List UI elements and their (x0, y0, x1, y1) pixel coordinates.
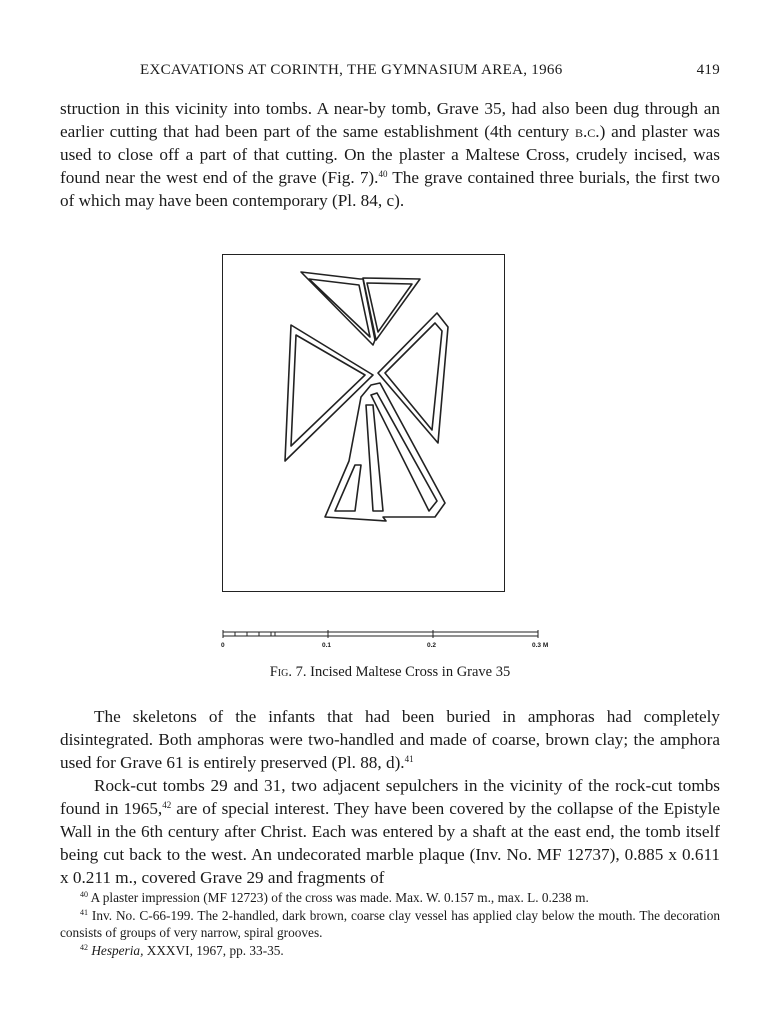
scale-label-0-1: 0.1 (322, 642, 332, 649)
paragraph-text: are of special interest. They have been covered by the collapse of the Epistyle Wall in the 6th century after Christ. Each was entered by a shaft at the east end, the tomb itself being cut back to the west. An undecorated marble plaque (Inv. No. MF 12737), 0.885 x 0.611 x 0.211 m., covered Grave 29 and fragments of (60, 799, 720, 887)
incised-cross-drawing (223, 255, 504, 591)
cross-arm-left (285, 325, 373, 461)
paragraph-rock-cut-tombs (60, 774, 720, 889)
footnote-number: 42 (80, 942, 88, 952)
cross-arm-top-right (363, 278, 420, 340)
running-title: EXCAVATIONS AT CORINTH, THE GYMNASIUM AREA, 1966 (140, 62, 563, 78)
paragraph-text: The skeletons of the infants that had been buried in amphoras had completely disintegrated. Both amphoras were two-handled and made of coarse, brown clay; the amphora used for Grave 61 is entirely preserved (Pl. 88, d). (60, 707, 720, 772)
footnote-text: Inv. No. C-66-199. The 2-handled, dark brown, coarse clay vessel has applied clay below the mouth. The decoration consists of groups of very narrow, spiral grooves. (60, 907, 720, 940)
footnote-ref-42[interactable]: 42 (162, 800, 172, 810)
cross-arm-right (378, 313, 448, 443)
scale-label-0-3: 0.3 M (532, 642, 549, 649)
paragraph-text: ) and plaster was used to close off a part of that cutting. On the plaster a Maltese Cross, crudely incised, was found near the west end of the grave (Fig. 7). (60, 122, 720, 187)
footnotes (60, 889, 720, 959)
figure-maltese-cross (222, 254, 505, 592)
paragraphs-lower (60, 705, 720, 889)
figure-caption (0, 664, 780, 681)
paragraph-text: struction in this vicinity into tombs. A near-by tomb, Grave 35, had also been dug through an earlier cutting that had been part of the same establishment (4th century (60, 99, 720, 141)
scale-label-0: 0 (221, 642, 225, 649)
footnote-text: XXXVI, 1967, pp. 33-35. (143, 942, 284, 958)
scale-label-0-2: 0.2 (427, 642, 437, 649)
footnote-40 (60, 889, 720, 907)
figure-caption-text: Incised Maltese Cross in Grave 35 (310, 664, 511, 680)
footnote-number: 40 (80, 890, 88, 899)
footnote-ref-41[interactable]: 41 (404, 754, 414, 764)
footnote-text: A plaster impression (MF 12723) of the cross was made. Max. W. 0.157 m., max. L. 0.238 m. (90, 890, 589, 905)
page-number: 419 (696, 62, 720, 78)
era-abbreviation: b.c. (574, 122, 600, 141)
journal-title: Hesperia, (91, 942, 144, 958)
scale-bar (222, 628, 542, 652)
paragraph-grave-35 (60, 97, 720, 212)
footnote-number: 41 (80, 907, 88, 917)
paragraph-text: Rock-cut tombs 29 and 31, two adjacent sepulchers in the vicinity of the rock-cut tombs found in 1965, (60, 776, 720, 818)
footnote-41 (60, 907, 720, 942)
figure-label: Fig. 7. (269, 664, 307, 680)
footnote-42 (60, 942, 720, 960)
footnote-ref-40[interactable]: 40 (378, 169, 388, 179)
paragraph-amphoras (60, 705, 720, 774)
paragraph-text: The grave contained three burials, the first two of which may have been contemporary (Pl. 84, c). (60, 168, 720, 210)
